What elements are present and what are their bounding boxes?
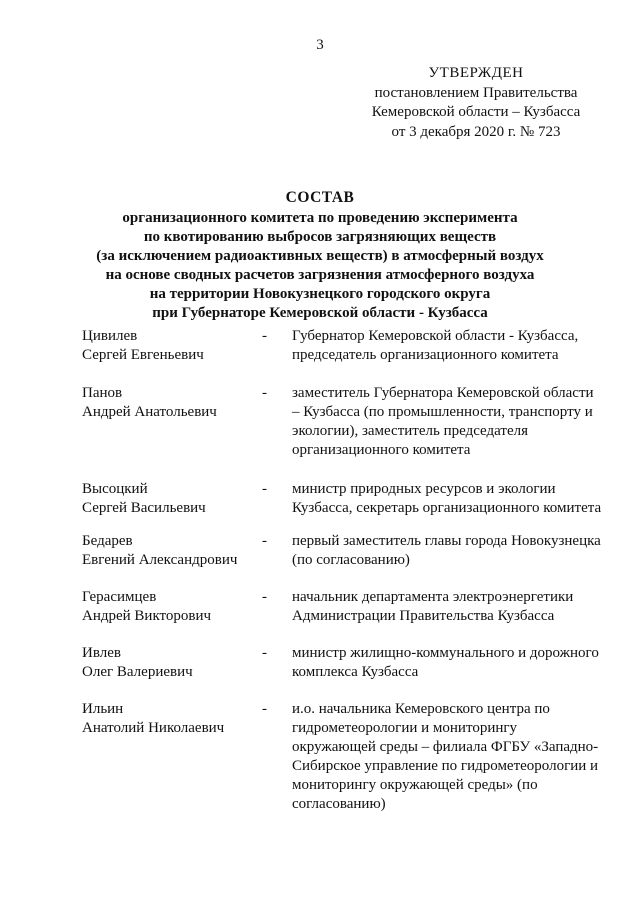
member-role: и.о. начальника Кемеровского центра по гидрометеорологии и мониторингу окружающей среды – филиала ФГБУ «Западно-Сибирское управление по гидрометеорологии и мониторингу окружающей среды» (по согласованию) [292, 701, 599, 812]
approval-line: Кемеровской области – Кузбасса [371, 104, 581, 120]
member-surname: Герасимцев [82, 589, 157, 605]
member-dash: - [262, 589, 267, 605]
heading-line: организационного комитета по проведению эксперимента [122, 210, 518, 226]
member-dash: - [262, 701, 267, 717]
member-name [82, 480, 262, 518]
heading-line: (за исключением радиоактивных веществ) в атмосферный воздух [96, 248, 544, 264]
member-dash: - [262, 533, 267, 549]
member-entry [82, 644, 602, 682]
member-given-names: Андрей Анатольевич [82, 404, 217, 420]
heading-line: на территории Новокузнецкого городского округа [149, 286, 491, 302]
member-role: министр жилищно-коммунального и дорожного комплекса Кузбасса [292, 645, 599, 680]
member-given-names: Сергей Евгеньевич [82, 347, 204, 363]
member-name [82, 384, 262, 422]
heading-line: при Губернаторе Кемеровской области - Кузбасса [152, 305, 488, 321]
member-dash: - [262, 645, 267, 661]
member-dash: - [262, 328, 267, 344]
member-role: Губернатор Кемеровской области - Кузбасса, председатель организационного комитета [292, 328, 579, 363]
approval-line: постановлением Правительства [374, 84, 578, 101]
member-given-names: Андрей Викторович [82, 608, 212, 624]
member-entry [82, 588, 602, 626]
member-name [82, 700, 262, 738]
heading-line: по квотированию выбросов загрязняющих веществ [143, 229, 497, 245]
member-entry [82, 384, 602, 460]
member-surname: Ивлев [82, 645, 121, 661]
member-role: заместитель Губернатора Кемеровской области – Кузбасса (по промышленности, транспорту и экологии), заместитель председателя организационного комитета [292, 385, 594, 458]
member-entry [82, 480, 602, 518]
page-number: 3 [316, 37, 324, 53]
member-role: министр природных ресурсов и экологии Кузбасса, секретарь организационного комитета [292, 481, 602, 516]
member-entry [82, 700, 602, 814]
member-name [82, 327, 262, 365]
heading-line: на основе сводных расчетов загрязнения атмосферного воздуха [105, 267, 535, 283]
document-title: СОСТАВ [285, 189, 355, 206]
member-dash: - [262, 481, 267, 497]
member-surname: Бедарев [82, 533, 133, 549]
member-entry [82, 532, 602, 570]
member-surname: Ильин [82, 701, 124, 717]
member-given-names: Анатолий Николаевич [82, 720, 225, 736]
member-given-names: Олег Валериевич [82, 664, 193, 680]
member-role: первый заместитель главы города Новокузнецка (по согласованию) [292, 533, 601, 568]
member-name [82, 588, 262, 626]
member-role: начальник департамента электроэнергетики Администрации Правительства Кузбасса [292, 589, 574, 624]
member-surname: Высоцкий [82, 481, 148, 497]
member-entry [82, 327, 602, 365]
approval-line: от 3 декабря 2020 г. № 723 [391, 123, 561, 140]
member-given-names: Евгений Александрович [82, 552, 238, 568]
document-heading [40, 188, 600, 323]
member-surname: Панов [82, 385, 123, 401]
approval-block [336, 64, 616, 142]
member-given-names: Сергей Васильевич [82, 500, 206, 516]
member-surname: Цивилев [82, 328, 138, 344]
member-name [82, 644, 262, 682]
member-dash: - [262, 385, 267, 401]
member-list [82, 327, 602, 814]
member-name [82, 532, 262, 570]
approval-title: УТВЕРЖДЕН [428, 65, 524, 81]
